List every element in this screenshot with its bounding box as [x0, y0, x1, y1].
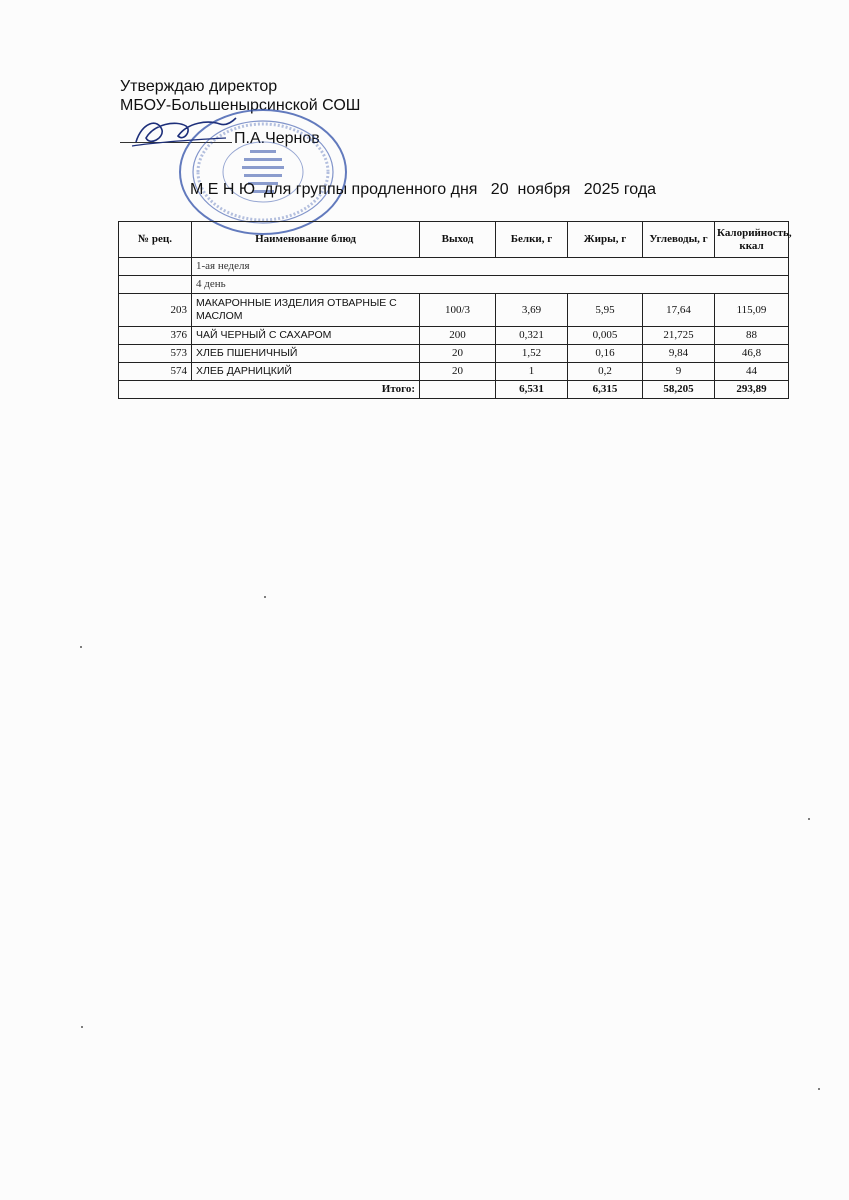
- total-kcal: 293,89: [715, 381, 789, 399]
- total-protein: 6,531: [496, 381, 568, 399]
- header-fat: Жиры, г: [568, 222, 643, 258]
- scan-speck: [818, 1088, 820, 1090]
- menu-table: [118, 221, 792, 399]
- dish-yield: 100/3: [420, 294, 496, 327]
- day-label: 4 день: [192, 276, 789, 294]
- dish-name: ХЛЕБ ПШЕНИЧНЫЙ: [192, 345, 420, 363]
- dish-yield: 20: [420, 345, 496, 363]
- dish-protein: 3,69: [496, 294, 568, 327]
- dish-kcal: 44: [715, 363, 789, 381]
- table-row: [119, 345, 789, 363]
- dish-fat: 5,95: [568, 294, 643, 327]
- total-carbs: 58,205: [643, 381, 715, 399]
- dish-fat: 0,16: [568, 345, 643, 363]
- menu-title: М Е Н Ю для группы продленного дня 20 ноября 2025 года: [190, 181, 657, 198]
- table-row: [119, 363, 789, 381]
- dish-name: МАКАРОННЫЕ ИЗДЕЛИЯ ОТВАРНЫЕ С МАСЛОМ: [192, 294, 420, 327]
- recipe-num: 574: [119, 363, 192, 381]
- dish-protein: 0,321: [496, 327, 568, 345]
- day-row: [119, 276, 789, 294]
- dish-protein: 1: [496, 363, 568, 381]
- director-signature: [128, 112, 238, 156]
- dish-yield: 200: [420, 327, 496, 345]
- approval-school: МБОУ-Большенырсинской СОШ: [120, 97, 361, 114]
- dish-yield: 20: [420, 363, 496, 381]
- dish-protein: 1,52: [496, 345, 568, 363]
- dish-name: ЧАЙ ЧЕРНЫЙ С САХАРОМ: [192, 327, 420, 345]
- dish-kcal: 115,09: [715, 294, 789, 327]
- approval-title: Утверждаю директор: [120, 78, 278, 95]
- total-fat: 6,315: [568, 381, 643, 399]
- scan-speck: [264, 596, 266, 598]
- recipe-num: 573: [119, 345, 192, 363]
- week-row: [119, 258, 789, 276]
- header-name: Наименование блюд: [192, 222, 420, 258]
- dish-carbs: 21,725: [643, 327, 715, 345]
- dish-kcal: 88: [715, 327, 789, 345]
- scan-speck: [81, 1026, 83, 1028]
- dish-name: ХЛЕБ ДАРНИЦКИЙ: [192, 363, 420, 381]
- header-protein: Белки, г: [496, 222, 568, 258]
- scan-speck: [808, 818, 810, 820]
- dish-fat: 0,005: [568, 327, 643, 345]
- dish-kcal: 46,8: [715, 345, 789, 363]
- header-yield: Выход: [420, 222, 496, 258]
- recipe-num: 376: [119, 327, 192, 345]
- dish-fat: 0,2: [568, 363, 643, 381]
- dish-carbs: 9: [643, 363, 715, 381]
- table-header-row: [119, 222, 789, 258]
- header-num: № рец.: [119, 222, 192, 258]
- week-label: 1-ая неделя: [192, 258, 789, 276]
- dish-carbs: 9,84: [643, 345, 715, 363]
- total-row: [119, 381, 789, 399]
- header-kcal: Калорийность, ккал: [715, 222, 789, 258]
- recipe-num: 203: [119, 294, 192, 327]
- dish-carbs: 17,64: [643, 294, 715, 327]
- table-row: [119, 327, 789, 345]
- scan-speck: [80, 646, 82, 648]
- total-label: Итого:: [119, 381, 420, 399]
- header-carbs: Углеводы, г: [643, 222, 715, 258]
- approval-signer: П.А.Чернов: [234, 130, 320, 147]
- table-row: [119, 294, 789, 327]
